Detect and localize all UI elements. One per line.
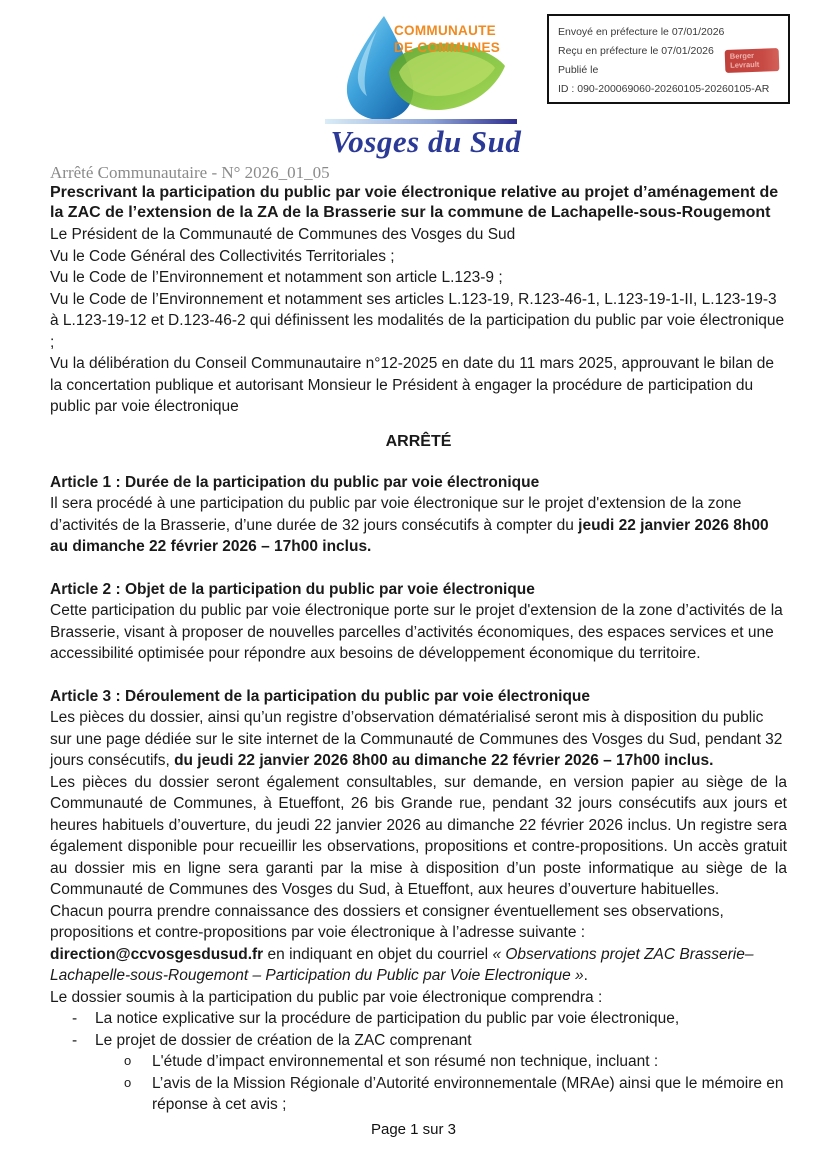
prefecture-stamp	[547, 14, 790, 104]
dash-bullet: -	[72, 1010, 78, 1027]
org-name-line2: DE COMMUNES	[394, 40, 501, 55]
decree-heading: ARRÊTÉ	[385, 432, 452, 450]
article-1-paragraph: Il sera procédé à une participation du public par voie électronique sur le projet d'extension de la zone d’activités de la Brasserie, d’une durée de 32 jours consécutifs à compter du jeudi 22 janvier 2026 8h00 au dimanche 22 février 2026 – 17h00 inclus.	[50, 495, 769, 555]
list-item-text: Le projet de dossier de création de la ZAC comprenant	[95, 1031, 472, 1049]
list-item-text: L’avis de la Mission Régionale d’Autorité environnementale (MRAe) ainsi que le mémoire en réponse à cet avis ;	[152, 1074, 784, 1113]
list-item	[50, 1073, 787, 1116]
article-3-paragraph-4: direction@ccvosgesdusud.fr en indiquant en objet du courriel « Observations projet ZAC Brasserie– Lachapelle-sous-Rougemont – Participation du Public par Voie Electronique ».	[50, 945, 754, 984]
article-3-paragraph-3: Chacun pourra prendre connaissance des dossiers et consigner éventuellement ses observations, propositions et contre-propositions par voie électronique à l’adresse suivante :	[50, 902, 724, 941]
dash-bullet: -	[72, 1031, 78, 1049]
dossier-list	[50, 1008, 787, 1116]
stamp-line-received: Reçu en préfecture le 07/01/2026	[558, 45, 714, 57]
list-item	[50, 1030, 787, 1052]
intro-line-vu-3: Vu le Code de l’Environnement et notamment ses articles L.123-19, R.123-46-1, L.123-19-1-II, L.123-19-3 à L.123-19-12 et D.123-46-2 qui définissent les modalités de la participation du public par voie électronique ;	[50, 290, 785, 351]
circle-bullet: o	[124, 1074, 132, 1090]
org-name	[394, 22, 514, 56]
intro-line-president: Le Président de la Communauté de Communes des Vosges du Sud	[50, 226, 516, 243]
article-3-paragraph-5: Le dossier soumis à la participation du public par voie électronique comprendra :	[50, 988, 603, 1006]
intro-line-vu-1: Vu le Code Général des Collectivités Territoriales ;	[50, 247, 395, 265]
stamp-line-sent: Envoyé en préfecture le 07/01/2026	[558, 26, 725, 38]
list-item	[50, 1008, 787, 1030]
article-3-heading: Article 3 : Déroulement de la participation du public par voie électronique	[50, 687, 591, 705]
article-3-paragraph-2: Les pièces du dossier seront également consultables, sur demande, en version papier au siège de la Communauté de Communes, à Etueffont, 26 bis Grande rue, pendant 32 jours consécutifs aux jours et heures habituels d’ouverture, du jeudi 22 janvier 2026 au dimanche 22 février 2026 inclus. Un registre sera également disponible pour recueillir les observations, propositions et contre-propositions. Un accès gratuit au dossier mis en ligne sera garanti par la mise à disposition d’un poste informatique au siège de la Communauté de Communes des Vosges du Sud, à Etueffont, aux heures d’ouverture habituelles.	[50, 773, 787, 898]
intro-line-vu-2: Vu le Code de l’Environnement et notamment son article L.123-9 ;	[50, 269, 503, 286]
intro-line-vu-4: Vu la délibération du Conseil Communautaire n°12-2025 en date du 11 mars 2025, approuvant le bilan de la concertation publique et autorisant Monsieur le Président à engager la procédure de participation du public par voie électronique	[50, 355, 774, 415]
document-body	[50, 163, 787, 1116]
list-item	[50, 1051, 787, 1073]
document-title: Prescrivant la participation du public par voie électronique relative au projet d’aménagement de la ZAC de l’extension de la ZA de la Brasserie sur la commune de Lachapelle-sous-Rougemont	[50, 184, 779, 221]
circle-bullet: o	[124, 1053, 132, 1068]
stamp-line-published: Publié le	[558, 64, 599, 76]
list-item-text: L'étude d’impact environnemental et son résumé non technique, incluant :	[152, 1053, 659, 1070]
document-reference: Arrêté Communautaire - N° 2026_01_05	[50, 163, 330, 182]
logo	[330, 12, 522, 164]
article-3-paragraph-1: Les pièces du dossier, ainsi qu’un registre d’observation dématérialisé seront mis à disposition du public sur une page dédiée sur le site internet de la Communauté de Communes des Vosges du Sud, pendant 32 jours consécutifs, du jeudi 22 janvier 2026 8h00 au dimanche 22 février 2026 – 17h00 inclus.	[50, 709, 783, 769]
stamp-line-id: ID : 090-200069060-20260105-20260105-AR	[558, 83, 770, 95]
article-2-heading: Article 2 : Objet de la participation du public par voie électronique	[50, 580, 535, 598]
badge-line2: Levrault	[729, 59, 760, 70]
org-name-line1: COMMUNAUTE	[394, 23, 496, 38]
page-footer: Page 1 sur 3	[370, 1121, 457, 1138]
berger-levrault-badge	[725, 48, 780, 73]
list-item-text: La notice explicative sur la procédure de participation du public par voie électronique,	[95, 1010, 680, 1027]
badge-line1: Berger	[729, 50, 755, 61]
article-2-paragraph: Cette participation du public par voie électronique porte sur le projet d'extension de la zone d’activités de la Brasserie, visant à proposer de nouvelles parcelles d’activités économiques, des espaces services et une accessibilité optimisée pour répondre aux besoins de développement économique du territoire.	[50, 602, 783, 662]
logo-script-name: Vosges du Sud	[330, 124, 522, 159]
article-1-heading: Article 1 : Durée de la participation du public par voie électronique	[50, 473, 540, 491]
